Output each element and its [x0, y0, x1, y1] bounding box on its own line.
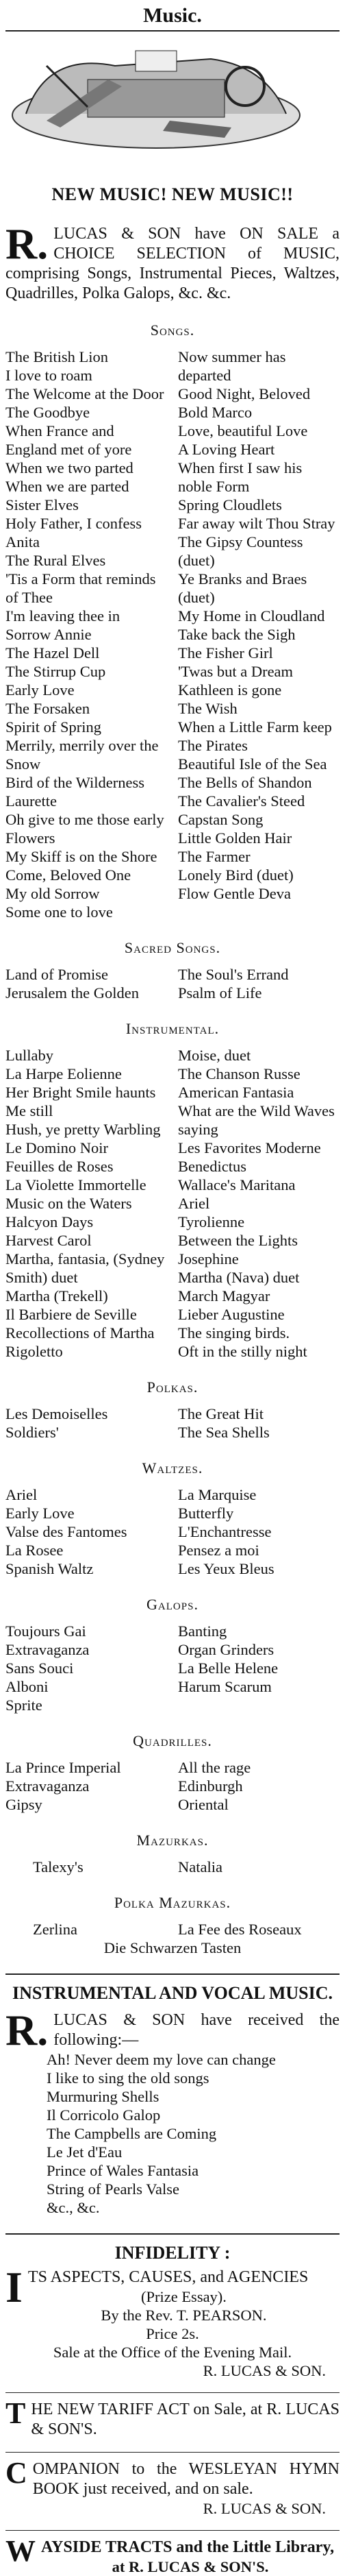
list-item: Benedictus [178, 1158, 246, 1175]
list-item: Kathleen is gone [178, 681, 282, 698]
iv-intro-text: LUCAS & SON have received the following:— [53, 2011, 340, 2049]
list-item: The Welcome at the Door [5, 385, 164, 402]
list-item: The Stirrup Cup [5, 663, 106, 680]
iv-list [5, 2050, 340, 2217]
list-item: Gipsy [5, 1796, 42, 1813]
list-item: The Campbells are Coming [47, 2125, 217, 2142]
list-item: La Rosee [5, 1542, 64, 1559]
list-item: Extravaganza [5, 1777, 90, 1795]
list-item: Spanish Waltz [5, 1560, 94, 1577]
list-item: Rigoletto [5, 1343, 63, 1360]
list-item: Die Schwarzen Tasten [103, 1939, 242, 1956]
list-item: Anita [5, 533, 40, 550]
list-item: I'm leaving thee in Sorrow Annie [5, 607, 120, 643]
list-item: American Fantasia [178, 1084, 294, 1101]
list-item: All the rage [178, 1759, 251, 1776]
list-item: La Fee des Roseaux [178, 1921, 302, 1938]
waltzes-list [5, 1485, 340, 1578]
list-item: Beautiful Isle of the Sea [178, 755, 327, 773]
list-item: Merrily, merrily over the Snow [5, 737, 159, 773]
list-item: When first I saw his noble Form [178, 459, 303, 495]
list-item: Now summer has departed [178, 348, 286, 384]
waltzes-heading: Waltzes. [142, 1459, 203, 1477]
inf-intro-text: TS ASPECTS, CAUSES, and AGENCIES [27, 2268, 309, 2286]
list-item: Murmuring Shells [47, 2088, 159, 2105]
list-item: Bold Marco [178, 404, 253, 421]
list-item: Le Jet d'Eau [47, 2143, 123, 2161]
section-title: Music. [5, 0, 340, 32]
list-item: Psalm of Life [178, 984, 262, 1001]
instrumental-heading: Instrumental. [125, 1020, 220, 1037]
waltzes-left-column [5, 1485, 167, 1578]
list-item: Tyrolienne [178, 1213, 245, 1230]
list-item: Music on the Waters [5, 1195, 132, 1212]
polkas-left-column [5, 1405, 167, 1442]
drop-cap: R. [5, 2006, 49, 2054]
waltzes-right-column [178, 1485, 340, 1578]
drop-cap: I [5, 2263, 23, 2311]
list-item: The Great Hit [178, 1405, 264, 1422]
list-item: The Rural Elves [5, 552, 106, 569]
list-item: Martha (Nava) duet [178, 1269, 300, 1286]
list-item: Harum Scarum [178, 1678, 272, 1695]
list-item: 'Twas but a Dream [178, 663, 294, 680]
sacred-list [5, 965, 340, 1002]
list-item: The Sea Shells [178, 1424, 270, 1441]
list-item: The Fisher Girl [178, 644, 273, 661]
instrumental-list [5, 1046, 340, 1361]
list-item: Il Barbiere de Seville [5, 1306, 137, 1323]
list-item: Ah! Never deem my love can change [47, 2051, 276, 2068]
polka-mazurkas-heading: Polka Mazurkas. [114, 1894, 231, 1911]
list-item: Ye Branks and Braes (duet) [178, 570, 307, 606]
galops-left-column [5, 1622, 167, 1714]
list-item: The British Lion [5, 348, 108, 365]
list-item: The Soul's Errand [178, 966, 289, 983]
tariff-text: HE NEW TARIFF ACT on Sale, at R. LUCAS & SON'S. [31, 2401, 340, 2438]
list-item: The Wish [178, 700, 238, 717]
ad-heading-instrumental-vocal: INSTRUMENTAL AND VOCAL MUSIC. [12, 1983, 333, 2003]
list-item: Lonely Bird (duet) [178, 866, 294, 884]
list-item: Oft in the stilly night [178, 1343, 307, 1360]
list-item: Butterfly [178, 1505, 234, 1522]
sacred-heading: Sacred Songs. [124, 939, 221, 956]
list-item: Toujours Gai [5, 1623, 86, 1640]
quadrilles-right-column [178, 1758, 340, 1814]
list-item: La Prince Imperial [5, 1759, 121, 1776]
ad-heading-infidelity: INFIDELITY : [114, 2243, 231, 2263]
list-item: Some one to love [5, 903, 113, 921]
list-item: Pensez a moi [178, 1542, 259, 1559]
instrumental-left-column [5, 1046, 167, 1361]
drop-cap: C [5, 2456, 27, 2490]
list-item: Alboni [5, 1678, 49, 1695]
list-item: Organ Grinders [178, 1641, 274, 1658]
list-item: La Violette Immortelle [5, 1176, 146, 1193]
galops-heading: Galops. [146, 1596, 199, 1613]
inf-sale: Sale at the Office of the Evening Mail. [53, 2344, 292, 2361]
companion-signature: R. LUCAS & SON. [203, 2500, 326, 2517]
list-item: La Marquise [178, 1486, 257, 1503]
quadrilles-heading: Quadrilles. [133, 1732, 212, 1749]
list-item: Zerlina [33, 1921, 77, 1938]
companion-text: OMPANION to the WESLEYAN HYMN BOOK just received, and on sale. [32, 2460, 340, 2498]
sacred-right-column [178, 965, 340, 1002]
list-item: Talexy's [33, 1858, 84, 1875]
list-item: Moise, duet [178, 1047, 251, 1064]
polkas-list [5, 1405, 340, 1442]
list-item: Sister Elves [5, 496, 79, 513]
songs-list [5, 348, 340, 921]
list-item: March Magyar [178, 1287, 270, 1304]
list-item: L'Enchantresse [178, 1523, 272, 1540]
list-item: Sans Souci [5, 1660, 74, 1677]
tariff-ad [5, 2396, 340, 2440]
list-item: When we are parted [5, 478, 129, 495]
list-item: My Home in Cloudland [178, 607, 325, 624]
divider [5, 1973, 340, 1975]
list-item: Between the Lights [178, 1232, 298, 1249]
list-item: The singing birds. [178, 1324, 290, 1341]
list-item: Capstan Song [178, 811, 264, 828]
list-item: Lieber Augustine [178, 1306, 285, 1323]
inf-subtitle: (Prize Essay). [140, 2288, 227, 2305]
list-item: The Goodbye [5, 404, 90, 421]
list-item: Le Domino Noir [5, 1139, 108, 1156]
list-item: &c., &c. [47, 2199, 100, 2216]
list-item: I love to roam [5, 367, 92, 384]
list-item: Banting [178, 1623, 227, 1640]
wayside-line-2: at R. LUCAS & SON'S. [112, 2558, 269, 2575]
list-item: Recollections of Martha [5, 1324, 155, 1341]
list-item: Bird of the Wilderness [5, 774, 145, 791]
list-item: The Hazel Dell [5, 644, 100, 661]
polkas-right-column [178, 1405, 340, 1442]
list-item: The Bells of Shandon [178, 774, 312, 791]
list-item: Flow Gentle Deva [178, 885, 291, 902]
list-item: Martha, fantasia, (Sydney Smith) duet [5, 1250, 165, 1286]
list-item: Ariel [5, 1486, 38, 1503]
list-item: Prince of Wales Fantasia [47, 2162, 199, 2179]
list-item: Love, beautiful Love [178, 422, 308, 439]
list-item: Soldiers' [5, 1424, 59, 1441]
list-item: The Cavalier's Steed [178, 792, 305, 810]
list-item: Spring Cloudlets [178, 496, 282, 513]
list-item: What are the Wild Waves saying [178, 1102, 335, 1138]
divider [5, 2530, 340, 2531]
list-item: Spirit of Spring [5, 718, 102, 736]
list-item: Natalia [178, 1858, 222, 1875]
polkas-heading: Polkas. [146, 1378, 199, 1396]
list-item: Little Golden Hair [178, 829, 292, 847]
quadrilles-left-column [5, 1758, 167, 1814]
inf-author: By the Rev. T. PEARSON. [101, 2307, 267, 2324]
list-item: String of Pearls Valse [47, 2180, 179, 2198]
list-item: Extravaganza [5, 1641, 90, 1658]
list-item: Far away wilt Thou Stray [178, 515, 335, 532]
intro-text: LUCAS & SON have ON SALE a CHOICE SELECTION of MUSIC, comprising Songs, Instrumental Pieces, Waltzes, Quadrilles, Polka Galops, &c. &c. [5, 225, 340, 302]
songs-heading: Songs. [150, 321, 195, 339]
page [5, 0, 340, 2576]
list-item: Wallace's Maritana [178, 1176, 296, 1193]
list-item: La Belle Helene [178, 1660, 279, 1677]
inf-price: Price 2s. [146, 2325, 199, 2342]
list-item: When France and England met of yore [5, 422, 132, 458]
list-item: My Skiff is on the Shore [5, 848, 157, 865]
list-item: Laurette [5, 792, 57, 810]
list-item: Josephine [178, 1250, 239, 1267]
songs-left-column [5, 348, 167, 921]
list-item: Sprite [5, 1697, 42, 1714]
list-item: Jerusalem the Golden [5, 984, 139, 1001]
list-item: Take back the Sigh [178, 626, 296, 643]
polka-mazurkas-list [5, 1920, 340, 1939]
music-instruments-illustration [5, 38, 307, 154]
list-item: Les Demoiselles [5, 1405, 108, 1422]
list-item: Early Love [5, 1505, 75, 1522]
companion-ad [5, 2456, 340, 2499]
list-item: 'Tis a Form that reminds of Thee [5, 570, 156, 606]
list-item: The Farmer [178, 848, 251, 865]
list-item: The Pirates [178, 737, 248, 754]
list-item: I like to sing the old songs [47, 2069, 209, 2087]
divider [5, 2233, 340, 2235]
list-item: Early Love [5, 681, 75, 698]
list-item: My old Sorrow [5, 885, 100, 902]
list-item: Come, Beloved One [5, 866, 131, 884]
list-item: When a Little Farm keep [178, 718, 332, 736]
list-item: Oriental [178, 1796, 229, 1813]
sacred-left-column [5, 965, 167, 1002]
intro-paragraph [5, 219, 340, 304]
list-item: Harvest Carol [5, 1232, 92, 1249]
list-item: La Harpe Eolienne [5, 1065, 122, 1082]
list-item: Halcyon Days [5, 1213, 94, 1230]
galops-list [5, 1622, 340, 1714]
list-item: The Chanson Russe [178, 1065, 301, 1082]
list-item: Les Favorites Moderne [178, 1139, 321, 1156]
mazurkas-list [5, 1858, 340, 1876]
list-item: The Forsaken [5, 700, 90, 717]
list-item: Il Corricolo Galop [47, 2106, 161, 2124]
divider [5, 2452, 340, 2453]
drop-cap: T [5, 2396, 26, 2430]
list-item: Her Bright Smile haunts Me still [5, 1084, 156, 1119]
list-item: Edinburgh [178, 1777, 243, 1795]
list-item: Valse des Fantomes [5, 1523, 127, 1540]
list-item: Hush, ye pretty Warbling [5, 1121, 161, 1138]
quadrilles-list [5, 1758, 340, 1814]
divider [5, 2392, 340, 2393]
songs-right-column [178, 348, 340, 921]
wayside-line-1: AYSIDE TRACTS and the Little Library, [41, 2538, 335, 2556]
banner-heading: NEW MUSIC! NEW MUSIC!! [51, 184, 294, 204]
drop-cap: R. [5, 219, 49, 268]
list-item: Martha (Trekell) [5, 1287, 108, 1304]
list-item: Ariel [178, 1195, 210, 1212]
inf-signature: R. LUCAS & SON. [203, 2362, 326, 2379]
instrumental-right-column [178, 1046, 340, 1361]
iv-intro [5, 2006, 340, 2054]
list-item: When we two parted [5, 459, 133, 476]
list-item: A Loving Heart [178, 441, 275, 458]
list-item: Land of Promise [5, 966, 108, 983]
list-item: The Gipsy Countess (duet) [178, 533, 303, 569]
list-item: Good Night, Beloved [178, 385, 311, 402]
list-item: Lullaby [5, 1047, 53, 1064]
list-item: Holy Father, I confess [5, 515, 142, 532]
list-item: Oh give to me those early Flowers [5, 811, 164, 847]
drop-cap: W [5, 2534, 36, 2568]
galops-right-column [178, 1622, 340, 1714]
mazurkas-heading: Mazurkas. [136, 1832, 209, 1849]
list-item: Feuilles de Roses [5, 1158, 114, 1175]
list-item: Les Yeux Bleus [178, 1560, 274, 1577]
